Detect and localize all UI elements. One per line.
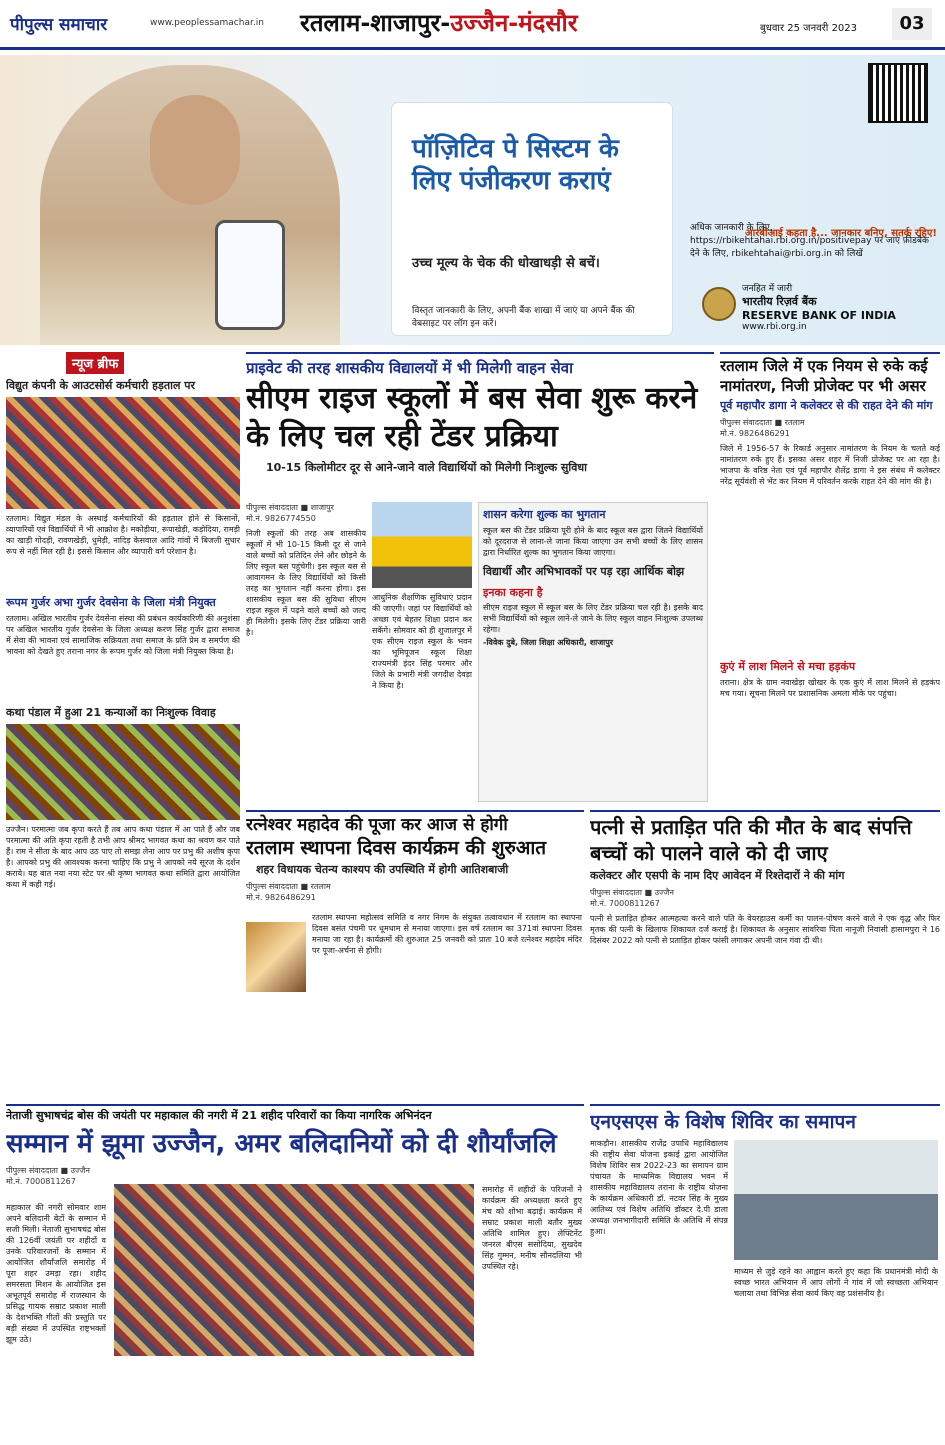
news-brief-column [6, 352, 240, 1097]
masthead [0, 0, 945, 50]
property-subhead: कलेक्टर और एसपी के नाम दिए आवेदन में रिश्तेदारों ने की मांग [590, 869, 845, 882]
page-number: 03 [892, 8, 932, 40]
netaji-body: महाकाल की नगरी सोमवार शाम अपने बलिदानी बेटों के सम्मान में सजी मिली। नेताजी सुभाषचंद्र बोस की 126वीं जयंती पर शहीदों व उनके परिवारजनों के सम्मान में आयोजित शौर्यांजलि समारोह में पूरा शहर उमड़ा रहा। शहीद समरसता मिशन के आयोजित इस अभूतपूर्व समारोह में राजस्थान के प्रसिद्ध गायक सम्राट प्रकाश माली के देशभक्ति गीतों की प्रस्तुति पर बड़ी संख्या में उपस्थित राष्ट्रभक्तों झूम उठे। [6, 1203, 106, 1344]
temple-subhead: शहर विधायक चेतन्य काश्यप की उपस्थिति में होगी आतिशबाजी [256, 863, 509, 876]
wedding-photo [6, 724, 240, 820]
netaji-kicker: नेताजी सुभाषचंद्र बोस की जयंती पर महाकाल की नगरी में 21 शहीद परिवारों का किया नागरिक अभिनंदन [6, 1109, 432, 1122]
property-body: पत्नी से प्रताड़ित होकर आत्महत्या करने वाले पति के वेयरहाउस कर्मी का पालन-पोषण करने वाले ने एक वृद्ध और फिर मृतक की पत्नी के खिलाफ शिकायत दर्ज कराई है। शिकायत के अनुसार सांवरिया पिता नानूजी निवासी हासामपुरा ने 16 दिसंबर 2022 को पत्नी से प्रताड़ित होकर फांसी लगाकर अपनी जान गंवा दी थी। [590, 914, 940, 945]
netaji-body-2: समारोह में शहीदों के परिजनों ने कार्यक्रम की अध्यक्षता करते हुए मंच को शोभा बढ़ाई। कार्यक्रम में सम्राट प्रकाश माली बतौर मुख्य अतिथि शामिल हुए। लेफ्टिनेंट जनरल बीएस ससोदिया, सुखदेव सिंह गुम्मन, मनीष सौनदलिया भी उपस्थित रहे। [482, 1185, 582, 1271]
bus-quote: सीएम राइज स्कूल में स्कूल बस के लिए टेंडर प्रक्रिया चल रही है। इसके बाद सभी विद्यार्थियों को स्कूल लाने-ले जाने के लिए स्कूल वाहन निःशुल्क उपलब्ध रहेगा। [483, 603, 703, 634]
nss-photo [734, 1140, 938, 1260]
temple-story: रत्नेश्वर महादेव की पूजा कर आज से होगी रतलाम स्थापना दिवस कार्यक्रम की शुरुआत शहर विधायक चेतन्य काश्यप की उपस्थिति में होगी आतिशबाजी पीपुल्स संवाददाता ■ रतलाम मो.नं. 9826486291 रतलाम स्थापना महोत्सव समिति व नगर निगम के संयुक्त तत्वावधान में रतलाम का स्थापना दिवस बसंत पंचमी पर धूमधाम से मनाया जाएगा। इस वर्ष रतलाम का 371वां स्थापना दिवस मनाया जा रहा है। कार्यक्रमों की शुरुआत 25 जनवरी को प्रातः 10 बजे रत्नेश्वर महादेव मंदिर पर पूजा-अर्चना से होगी। [246, 810, 584, 1098]
ad-issuer: जनहित में जारी भारतीय रिज़र्व बैंक RESERVE BANK OF INDIA www.rbi.org.in [742, 284, 896, 332]
brief-body-3: उज्जैन। परमात्मा जब कृपा करते हैं तब आप कथा पंडाल में आ पाते हैं और जब परमात्मा की अति कृपा रहती है तभी आप श्रीमद भागवत कथा का श्रवण कर पाते हैं। राम ने सीता के बाद आप उठ पाए तो समझ लेना आप पर प्रभु की अशीष कृपा है। आपको प्रभु की आवश्यक करना चाहिए कि प्रभु ने आपको नये सूरज के दर्शन कराये। यह बात नया नया स्टेट पर श्री कृष्ण भागवत कथा समिति द्वारा आयोजित कथा में कही गई। [6, 825, 240, 889]
brief-body-1: रतलाम। विद्युत मंडल के अस्थाई कर्मचारियों की हड़ताल होने से किसानों, व्यापारियों एवं विद्यार्थियों में भी आक्रोश है। मकोड़ीया, रूपाखेड़ी, कड़ोदिया, रामड़ी का खाड़ी गोदड़ी, रावणखेड़ी, धुमेड़ी, नादिड़ केसवाल आदि गांवों में बिजली सुधार रूप से नहीं मिल रही है। इससे किसान और व्यापारी वर्ग परेशान है। [6, 514, 240, 556]
strike-photo [6, 397, 240, 509]
rbi-seal-icon [702, 287, 736, 321]
bus-subhead-2: विद्यार्थी और अभिभावकों पर पड़ रहा आर्थिक बोझ [483, 565, 685, 578]
ad-tagline: आरबीआई कहता है... जानकार बनिए, सतर्क रहिए! [745, 228, 937, 239]
brief-headline-3[interactable]: कथा पंडाल में हुआ 21 कन्याओं का निःशुल्क विवाह [6, 706, 216, 719]
ad-person-illustration [40, 65, 340, 345]
ad-subline: उच्च मूल्य के चेक की धोखाधड़ी से बचें। [412, 256, 600, 271]
bus-service-story [246, 352, 714, 804]
property-headline[interactable]: पत्नी से प्रताड़ित पति की मौत के बाद संपत्ति बच्चों को पालने वाले को दी जाए [590, 815, 912, 865]
ratlam-body: जिले में 1956-57 के रिकार्ड अनुसार नामांतरण के नियम के चलते कई नामांतरण रुके हुए हैं। इसका असर शहर में निजी प्रोजेक्ट पर आ रहा है। भाजपा के वरिष्ठ नेता एवं पूर्व महापौर शैलेंद्र डागा ने इस संबंध में कलेक्टर नरेंद्र सूर्यवंशी से भेंट कर नियम में परिवर्तन करके राहत देने की मांग की है। [720, 444, 940, 486]
rbi-advertisement[interactable] [0, 55, 945, 345]
nss-body: माकड़ौन। शासकीय राजेंद्र उपाधि महाविद्यालय की राष्ट्रीय सेवा योजना इकाई द्वारा आयोजित विशेष शिविर सत्र 2022-23 का समापन ग्राम पंचायत के माध्यमिक विद्यालय भवन में शासकीय महाविद्यालय तराना के राष्ट्रीय योजना के कार्यक्रम अधिकारी डॉ. नटवर सिंह के मुख्य आतिथ्य एवं विशेष अतिथि डॉक्टर दे.पी डाला अध्यक्ष जनभागीदारी समिति के अतिथि में संपन्न हुआ। [590, 1139, 728, 1236]
well-headline[interactable]: कुएं में लाश मिलने से मचा हड़कंप [720, 660, 856, 673]
ratlam-story: रतलाम जिले में एक नियम से रुके कई नामांतरण, निजी प्रोजेक्ट पर भी असर पूर्व महापौर डागा ने कलेक्टर से की राहत देने की मांग पीपुल्स संवाददाता ■ रतलाम मो.नं. 9826486291 जिले में 1956-57 के रिकार्ड अनुसार नामांतरण के नियम के चलते कई नामांतरण रुके हुए हैं। इसका असर शहर में निजी प्रोजेक्ट पर आ रहा है। भाजपा के वरिष्ठ नेता एवं पूर्व महापौर शैलेंद्र डागा ने इस संबंध में कलेक्टर नरेंद्र सूर्यवंशी से भेंट कर नियम में परिवर्तन करके राहत देने की मांग की है। कुएं में लाश मिलने से मचा हड़कंप तराना। क्षेत्र के ग्राम नवाखेड़ा खोखर के एक कुएं में लाश मिलने से हड़कंप मच गया। सूचना मिलने पर प्रशासनिक अमला मौके पर पहुंचा। [720, 352, 940, 804]
temple-headline-2[interactable]: रतलाम स्थापना दिवस कार्यक्रम की शुरुआत [246, 837, 547, 859]
property-story: पत्नी से प्रताड़ित पति की मौत के बाद संपत्ति बच्चों को पालने वाले को दी जाए कलेक्टर और एसपी के नाम दिए आवेदन में रिश्तेदारों ने की मांग पीपुल्स संवाददाता ■ उज्जैन मो.नं. 7000811267 पत्नी से प्रताड़ित होकर आत्महत्या करने वाले पति के वेयरहाउस कर्मी का पालन-पोषण करने वाले ने एक वृद्ध और फिर मृतक की पत्नी के खिलाफ शिकायत दर्ज कराई है। शिकायत के अनुसार सांवरिया पिता नानूजी निवासी हासामपुरा ने 16 दिसंबर 2022 को पत्नी से प्रताड़ित होकर फांसी लगाकर अपनी जान गंवा दी थी। [590, 810, 940, 1098]
bus-headline[interactable]: सीएम राइज स्कूलों में बस सेवा शुरू करने के लिए चल रही टेंडर प्रक्रिया [246, 381, 698, 454]
issue-date: बुधवार 25 जनवरी 2023 [760, 23, 858, 34]
brief-headline-2[interactable]: रूपम गुर्जर अभा गुर्जर देवसेना के जिला मंत्री नियुक्त [6, 596, 216, 609]
nss-body-2: माध्यम से जुड़े रहने का आह्वान करते हुए कहा कि प्रधानमंत्री मोदी के स्वच्छ भारत अभियान में आप लोगों ने गांव में जो स्वच्छता अभियान चलाया तथा विभिन्न सेवा कार्य किए वह प्रशंसनीय है। [734, 1267, 938, 1298]
netaji-headline[interactable]: सम्मान में झूमा उज्जैन, अमर बलिदानियों को दी शौर्यांजलि [6, 1129, 557, 1159]
qr-code-icon[interactable] [868, 63, 928, 123]
netaji-story: नेताजी सुभाषचंद्र बोस की जयंती पर महाकाल की नगरी में 21 शहीद परिवारों का किया नागरिक अभिनंदन सम्मान में झूमा उज्जैन, अमर बलिदानियों को दी शौर्यांजलि पीपुल्स संवाददाता ■ उज्जैन मो.नं. 7000811267 महाकाल की नगरी सोमवार शाम अपने बलिदानी बेटों के सम्मान में सजी मिली। नेताजी सुभाषचंद्र बोस की 126वीं जयंती पर शहीदों व उनके परिवारजनों के सम्मान में आयोजित शौर्यांजलि समारोह में पूरा शहर उमड़ा रहा। शहीद समरसता मिशन के आयोजित इस अभूतपूर्व समारोह में राजस्थान के प्रसिद्ध गायक सम्राट प्रकाश माली के देशभक्ति गीतों की प्रस्तुति पर बड़ी संख्या में उपस्थित राष्ट्रभक्तों झूम उठे। समारोह में शहीदों के परिजनों ने कार्यक्रम की अध्यक्षता करते हुए मंच को शोभा बढ़ाई। कार्यक्रम में सम्राट प्रकाश माली बतौर मुख्य अतिथि शामिल हुए। लेफ्टिनेंट जनरल बीएस ससोदिया, सुखदेव सिंह गुम्मन, मनीष सौनदलिया भी उपस्थित रहे। [6, 1104, 584, 1442]
school-bus-photo [372, 502, 472, 588]
temple-photo [246, 922, 306, 992]
ceremony-photo [114, 1184, 474, 1356]
ratlam-subhead: पूर्व महापौर डागा ने कलेक्टर से की राहत देने की मांग [720, 399, 933, 412]
news-brief-label: न्यूज ब्रीफ [66, 352, 124, 374]
nss-story [590, 1104, 940, 1442]
brief-body-2: रतलाम। अखिल भारतीय गुर्जर देवसेना संस्था की प्रबंधन कार्यकारिणी की अनुशंसा पर अखिल भारतीय गुर्जर देवसेना के जिला अध्यक्ष करण सिंह गुर्जर द्वारा समाज में सेवा की भावना एवं सामाजिक सक्रियता तथा समाज के प्रति प्रेम व समर्पण की भावना को देखते हुए तराना नगर के रूपम गुर्जर को जिला मंत्री नियुक्त किया है। [6, 614, 240, 656]
bus-col-1: पीपुल्स संवाददाता ■ शाजापुर मो.नं. 9826774550 निजी स्कूलों की तरह अब शासकीय स्कूलों में भी 10-15 किमी दूर से जाने वाले बच्चों को प्रतिदिन लेने और छोड़ने के लिए स्कूल बस पहुंचेगी। इस स्कूल बस से आवागमन के लिए विद्यार्थियों को किसी तरह का भुगतान नहीं करना होगा। इस शासकीय स्कूल बस की सुविधा सीएम राइज स्कूल में पढ़ने वाले बच्चों को जल्द ही मिलेगी। इसके लिए टेंडर प्रक्रिया जारी है। [246, 503, 366, 637]
ad-headline: पॉज़िटिव पे सिस्टम के लिए पंजीकरण कराएं [412, 134, 619, 196]
edition-title: रतलाम-शाजापुर-उज्जैन-मंदसौर [300, 9, 578, 37]
brief-headline-1[interactable]: विद्युत कंपनी के आउटसोर्स कर्मचारी हड़ताल पर [6, 379, 196, 392]
bus-col-2: आधुनिक शैक्षणिक सुविधाएं प्रदान की जाएगी। जहां पर विद्यार्थियों को अच्छा एवं बेहतर शिक्षा प्रदान कर सकेंगे। सोमवार को ही शुजालपुर में एक सीएम राइज स्कूल के भवन का भूमिपूजन स्कूल शिक्षा राज्यमंत्री इंदर सिंह परमार और जिले के प्रभारी मंत्री जगदीश देवड़ा ने किया है। [372, 502, 472, 802]
ad-message-card [392, 103, 672, 335]
bus-info-box: शासन करेगा शुल्क का भुगतान स्कूल बस की टेंडर प्रक्रिया पूरी होने के बाद स्कूल बस द्वारा जितने विद्यार्थियों को दूरदराज से लाना-ले जाना किया जाएगा उन सभी बच्चों के लिए शासन द्वारा निर्धारित शुल्क का भुगतान किया जाएगा। विद्यार्थी और अभिभावकों पर पड़ रहा आर्थिक बोझ इनका कहना है सीएम राइज स्कूल में स्कूल बस के लिए टेंडर प्रक्रिया चल रही है। इसके बाद सभी विद्यार्थियों को स्कूल लाने-ले जाने के लिए स्कूल वाहन निःशुल्क उपलब्ध रहेगा। -विवेक दुबे, जिला शिक्षा अधिकारी, शाजापुर [478, 502, 708, 802]
bus-kicker: प्राइवेट की तरह शासकीय विद्यालयों में भी मिलेगी वाहन सेवा [246, 359, 574, 377]
well-body: तराना। क्षेत्र के ग्राम नवाखेड़ा खोखर के एक कुएं में लाश मिलने से हड़कंप मच गया। सूचना मिलने पर प्रशासनिक अमला मौके पर पहुंचा। [720, 678, 940, 698]
newspaper-logo[interactable]: पीपुल्स समाचार [10, 15, 108, 35]
website-url[interactable]: www.peoplessamachar.in [150, 18, 264, 28]
temple-headline-1[interactable]: रत्नेश्वर महादेव की पूजा कर आज से होगी [246, 815, 508, 835]
bus-subhead: 10-15 किलोमीटर दूर से आने-जाने वाले विद्यार्थियों को मिलेगी निःशुल्क सुविधा [266, 461, 587, 474]
ad-info: अधिक जानकारी के लिए, https://rbikehtahai.rbi.org.in/positivepay पर जाएं फ़ीडबैक देने के लिए, rbikehtahai@rbi.org.in को लिखें [690, 223, 929, 259]
ad-footnote: विस्तृत जानकारी के लिए, अपनी बैंक शाखा में जाएं या अपने बैंक की वेबसाइट पर लॉग इन करें। [412, 306, 635, 329]
ratlam-headline[interactable]: रतलाम जिले में एक नियम से रुके कई नामांतरण, निजी प्रोजेक्ट पर भी असर [720, 357, 928, 395]
phone-icon [215, 220, 285, 330]
nss-headline[interactable]: एनएसएस के विशेष शिविर का समापन [590, 1111, 856, 1133]
temple-body: रतलाम स्थापना महोत्सव समिति व नगर निगम के संयुक्त तत्वावधान में रतलाम का स्थापना दिवस बसंत पंचमी पर धूमधाम से मनाया जाएगा। इस वर्ष रतलाम का 371वां स्थापना दिवस मनाया जा रहा है। कार्यक्रमों की शुरुआत 25 जनवरी को प्रातः 10 बजे रत्नेश्वर महादेव मंदिर पर पूजा-अर्चना से होगी। [312, 913, 582, 955]
